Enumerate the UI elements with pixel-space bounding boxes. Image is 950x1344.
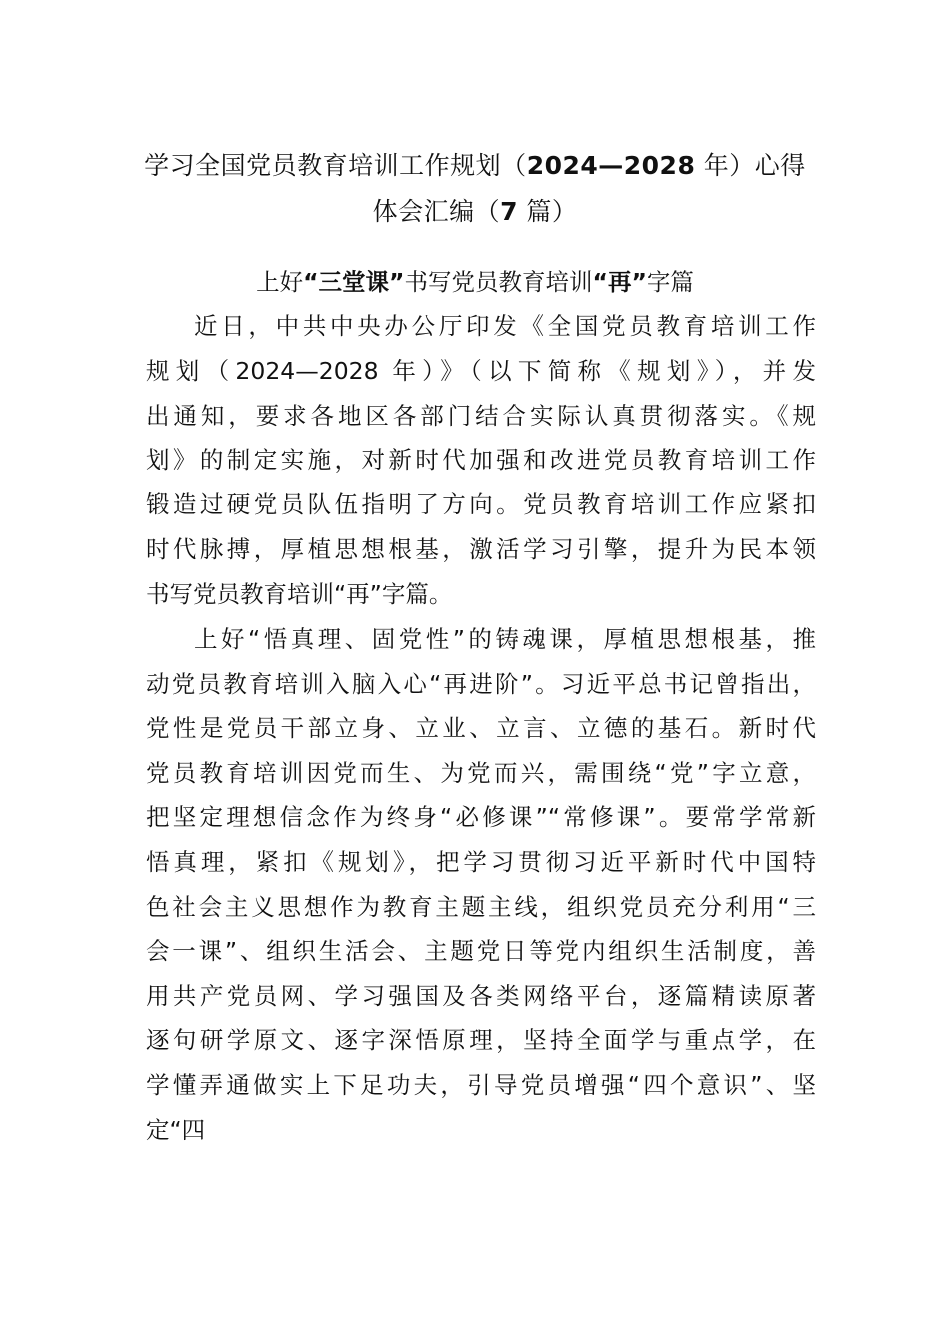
heading-emphasis: “三堂课” [303, 268, 405, 296]
paragraph-2-line: 上好“悟真理、固党性”的铸魂课，厚植思想根基，推 [194, 625, 816, 653]
title-years: 2024—2028 [526, 151, 696, 180]
paragraph-2-line: 党员教育培训因党而生、为党而兴，需围绕“党”字立意， [146, 759, 816, 787]
paragraph-2-line: 悟真理，紧扣《规划》，把学习贯彻习近平新时代中国特 [146, 848, 816, 876]
heading-emphasis: “再” [592, 268, 647, 296]
paragraph-2-line: 逐句研学原文、逐字深悟原理，坚持全面学与重点学，在 [146, 1026, 816, 1054]
title-text: 篇） [517, 197, 578, 226]
title-text: 体会汇编（ [372, 197, 501, 226]
article-heading [100, 262, 850, 302]
heading-text: 上好 [256, 268, 304, 296]
paragraph-2-line: 定“四 [146, 1116, 206, 1144]
paragraph-2-line: 学懂弄通做实上下足功夫，引导党员增强“四个意识”、坚 [146, 1071, 816, 1099]
paragraph-1-line: 近日，中共中央办公厅印发《全国党员教育培训工作 [194, 312, 816, 340]
paragraph-2-line: 色社会主义思想作为教育主题主线，组织党员充分利用“三 [146, 893, 816, 921]
paragraph-1-line: 锻造过硬党员队伍指明了方向。党员教育培训工作应紧扣 [146, 490, 816, 518]
paragraph-1-line: 时代脉搏，厚植思想根基，激活学习引擎，提升为民本领 [146, 535, 816, 563]
title-count: 7 [500, 197, 518, 226]
paragraph-2-line: 用共产党员网、学习强国及各类网络平台，逐篇精读原著 [146, 982, 816, 1010]
paragraph-2-line: 会一课”、组织生活会、主题党日等党内组织生活制度，善 [146, 937, 816, 965]
document-title-line-2 [100, 190, 850, 234]
title-text: 学习全国党员教育培训工作规划（ [144, 151, 527, 180]
title-text: 年）心得 [695, 151, 806, 180]
paragraph-2-line: 党性是党员干部立身、立业、立言、立德的基石。新时代 [146, 714, 816, 742]
paragraph-1-line: 出通知，要求各地区各部门结合实际认真贯彻落实。《规 [146, 402, 816, 430]
paragraph-1-line: 规划（2024—2028 年）》（以下简称《规划》），并发 [146, 357, 816, 385]
paragraph-2-line: 把坚定理想信念作为终身“必修课”“常修课”。要常学常新 [146, 803, 816, 831]
paragraph-1-line: 书写党员教育培训“再”字篇。 [146, 580, 453, 608]
paragraph-1-line: 划》的制定实施，对新时代加强和改进党员教育培训工作 [146, 446, 816, 474]
paragraph-2-line: 动党员教育培训入脑入心“再进阶”。习近平总书记曾指出， [146, 670, 816, 698]
document-title-line-1 [100, 144, 850, 188]
heading-text: 字篇 [646, 268, 694, 296]
heading-text: 书写党员教育培训 [404, 268, 593, 296]
